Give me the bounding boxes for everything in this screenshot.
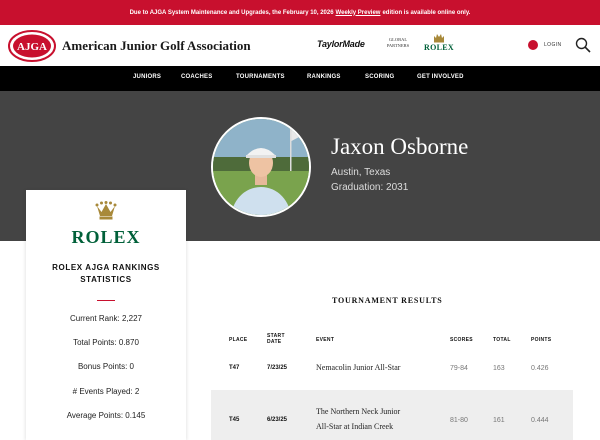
row-event-line1: Nemacolin Junior All-Star [316, 363, 401, 372]
row-date: 7/23/25 [267, 365, 288, 371]
search-icon[interactable] [575, 37, 591, 53]
col-total: TOTAL [493, 337, 511, 343]
login-link[interactable] [528, 40, 562, 50]
col-event: EVENT [316, 337, 335, 343]
stat-total-points: Total Points: 0.870 [73, 338, 139, 347]
player-avatar [211, 117, 311, 217]
row-points: 0.444 [531, 417, 549, 424]
site-header [0, 25, 600, 66]
ajga-logo[interactable] [8, 30, 56, 62]
rolex-brand-word: ROLEX [71, 227, 141, 247]
user-dot-icon [528, 40, 538, 50]
nav-scoring[interactable]: SCORING [365, 74, 395, 80]
taylormade-logo[interactable]: TaylorMade [317, 39, 365, 49]
player-photo [213, 119, 311, 217]
logo-text: AJGA [17, 41, 47, 53]
crown-icon [95, 201, 117, 221]
col-start-date [267, 333, 285, 345]
alert-suffix: edition is available online only. [382, 9, 471, 16]
stat-events-played: # Events Played: 2 [72, 387, 140, 396]
row-total: 161 [493, 417, 505, 424]
rolex-header-logo[interactable] [422, 33, 456, 52]
main-nav [0, 66, 600, 91]
rankings-title [26, 262, 186, 286]
player-graduation: Graduation: 2031 [331, 182, 409, 193]
row-points: 0.426 [531, 365, 549, 372]
maintenance-alert-banner [0, 0, 600, 25]
rankings-card [26, 190, 186, 440]
red-divider [97, 300, 115, 301]
crown-icon [433, 33, 445, 43]
col-scores: SCORES [450, 337, 473, 343]
global-partners-line1: GLOBAL [388, 37, 408, 42]
row-total: 163 [493, 365, 505, 372]
global-partners-line2: PARTNERS [386, 43, 410, 48]
rankings-title-line1: ROLEX AJGA RANKINGS [52, 263, 160, 272]
login-label: LOGIN [544, 42, 562, 48]
rankings-title-line2: STATISTICS [80, 275, 132, 284]
stat-bonus-points: Bonus Points: 0 [77, 362, 135, 371]
stat-current-rank: Current Rank: 2,227 [69, 314, 143, 323]
stat-average-points: Average Points: 0.145 [66, 411, 146, 420]
player-name: Jaxon Osborne [331, 134, 469, 159]
results-title: TOURNAMENT RESULTS [332, 296, 443, 305]
alert-prefix: Due to AJGA System Maintenance and Upgrades, the February 10, 2026 [129, 9, 334, 16]
row-place: T47 [229, 365, 240, 371]
weekly-preview-link[interactable]: Weekly Preview [335, 9, 381, 16]
row-event-line1: The Northern Neck Junior [316, 407, 401, 416]
nav-coaches[interactable]: COACHES [181, 74, 213, 80]
row-scores: 81-80 [450, 417, 468, 424]
row-event[interactable] [316, 360, 400, 375]
col-points: POINTS [531, 337, 552, 343]
rolex-header-word: ROLEX [424, 43, 454, 52]
col-start-date-line1: START [267, 333, 285, 339]
row-event-line2: All-Star at Indian Creek [316, 422, 394, 431]
row-place: T45 [229, 417, 240, 423]
nav-tournaments[interactable]: TOURNAMENTS [236, 74, 285, 80]
global-partners-label [378, 37, 418, 49]
row-scores: 79-84 [450, 365, 468, 372]
row-date: 6/23/25 [267, 417, 288, 423]
nav-juniors[interactable]: JUNIORS [133, 74, 162, 80]
nav-get-involved[interactable]: GET INVOLVED [417, 74, 464, 80]
org-name[interactable]: American Junior Golf Association [62, 38, 251, 53]
player-location: Austin, Texas [331, 167, 391, 178]
col-start-date-line2: DATE [267, 339, 282, 345]
col-place: PLACE [229, 337, 248, 343]
row-event[interactable] [316, 404, 400, 434]
nav-rankings[interactable]: RANKINGS [307, 74, 341, 80]
